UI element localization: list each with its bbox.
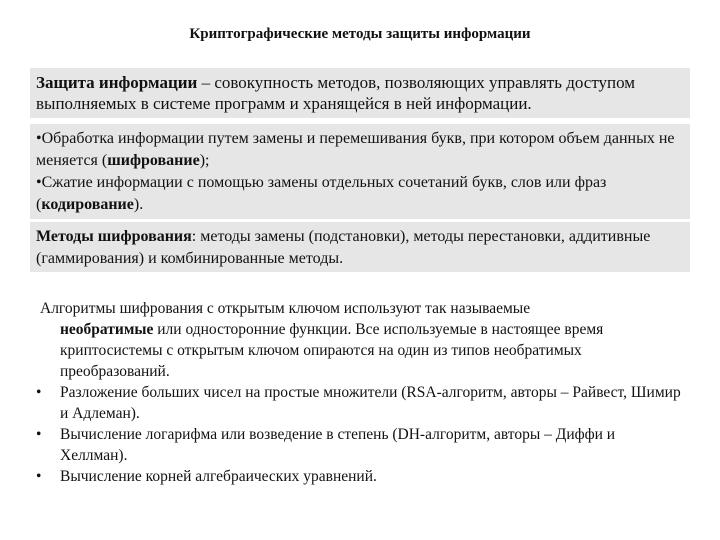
coding-term: кодирование	[41, 196, 134, 213]
list-item	[36, 424, 686, 466]
list-item	[36, 382, 686, 424]
list-item-text: Вычисление логарифма или возведение в степень (DH-алгоритм, авторы – Диффи и Хеллман).	[60, 426, 616, 464]
processing-item-coding: •Сжатие информации с помощью замены отдельных сочетаний букв, слов или фраз (кодирование).	[36, 174, 607, 213]
definition-term: Защита информации	[36, 73, 198, 92]
list-item-text: Вычисление корней алгебраических уравнений.	[60, 468, 377, 485]
intro-rest	[36, 319, 686, 382]
intro-first-line: Алгоритмы шифрования с открытым ключом используют так называемые	[40, 300, 531, 317]
list-item-text: Разложение больших чисел на простые множители (RSA-алгоритм, авторы – Райвест, Шимир и Адлеман).	[60, 384, 681, 422]
processing-item-end: ).	[133, 196, 144, 213]
definition-box	[30, 68, 690, 118]
transform-list	[36, 382, 686, 487]
public-key-section	[36, 298, 686, 487]
processing-item-end: );	[199, 152, 210, 169]
methods-term: Методы шифрования	[36, 228, 192, 245]
bullet-icon: •	[36, 468, 42, 485]
processing-box	[30, 124, 690, 219]
irreversible-term: необратимые	[60, 321, 154, 338]
intro-rest-text: или односторонние функции. Все используемые в настоящее время криптосистемы с открытым ключом опираются на один из типов необратимых преобразований.	[60, 321, 604, 380]
bullet-icon: •	[36, 384, 42, 401]
bullet-icon: •	[36, 426, 42, 443]
processing-item-text: Сжатие информации с помощью замены отдельных сочетаний букв, слов или фраз (	[36, 174, 607, 213]
methods-text: : методы замены (подстановки), методы перестановки, аддитивные (гаммирования) и комбинированные методы.	[36, 228, 651, 267]
processing-item-text: Обработка информации путем замены и перемешивания букв, при котором объем данных не меняется (	[36, 130, 675, 169]
encryption-term: шифрование	[107, 152, 200, 169]
slide-title: Криптографические методы защиты информации	[189, 26, 531, 42]
processing-item-encryption: •Обработка информации путем замены и перемешивания букв, при котором объем данных не меняется (шифрование);	[36, 130, 675, 169]
methods-box	[30, 222, 690, 272]
definition-text: – совокупность методов, позволяющих управлять доступом выполняемых в системе программ и хранящейся в ней информации.	[36, 73, 636, 113]
public-key-intro	[36, 298, 686, 382]
list-item	[36, 466, 686, 487]
